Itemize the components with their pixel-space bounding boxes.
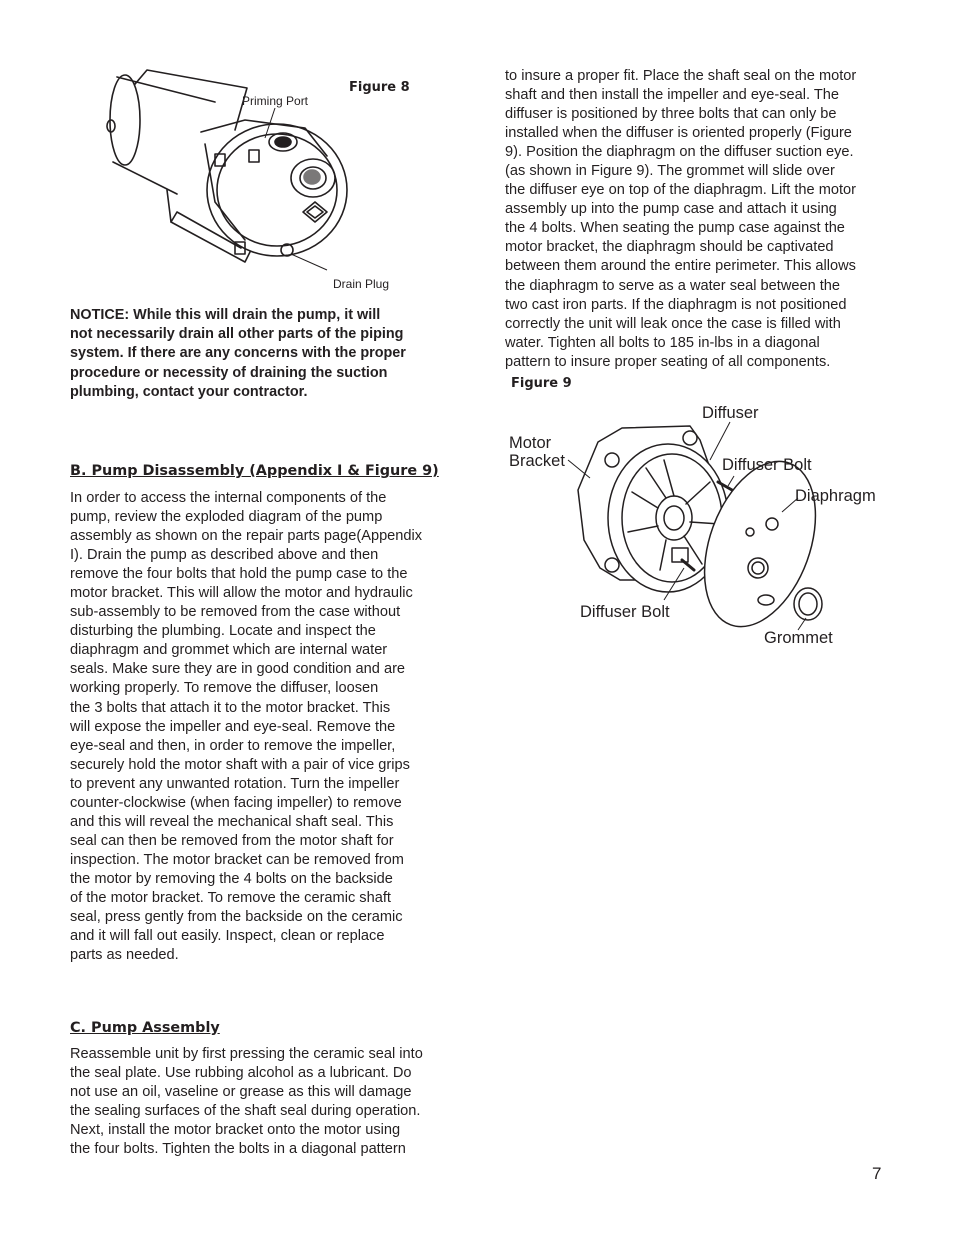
page-number: 7 — [872, 1164, 882, 1183]
section-b-heading: B. Pump Disassembly (Appendix I & Figure 9) — [70, 463, 439, 479]
figure-8-title: Figure 8 — [349, 80, 410, 95]
drain-plug-label: Drain Plug — [333, 277, 390, 291]
section-b-body: In order to access the internal components of the pump, review the exploded diagram of the pump assembly as shown on the repair parts page(Appendix I). Drain the pump as described above and then remove the four bolts that hold the pump case to the motor bracket. This will allow the motor and hydraulic sub-assembly to be removed from the case without disturbing the plumbing. Locate and inspect the diaphragm and grommet which are internal water seals. Make sure they are in good condition and are working properly. To remove the diffuser, loosen the 3 bolts that attach it to the motor bracket. This will expose the impeller and eye-seal. Remove the eye-seal and then, in order to remove the impeller, securely hold the motor shaft with a pair of vice grips to prevent any unwanted rotation. Turn the impeller counter-clockwise (when facing impeller) to remove and this will reveal the mechanical shaft seal. This seal can then be removed from the motor shaft for inspection. The motor bracket can be removed from the motor by removing the 4 bolts on the backside of the motor bracket. To remove the ceramic shaft seal, press gently from the backside on the ceramic and it will fall out easily. Inspect, clean or replace parts as needed. — [70, 490, 423, 964]
figure-8-pump-illustration — [95, 62, 365, 282]
right-column-text: to insure a proper fit. Place the shaft seal on the motor shaft and then install the impeller and eye-seal. The diffuser is positioned by three bolts that can only be installed when the diffuser is oriented properly (Figure 9). Position the diaphragm on the diffuser suction eye. (as shown in Figure 9). The grommet will slide over the diffuser eye on top of the diaphragm. Lift the motor assembly up into the pump case and attach it using the 4 bolts. When seating the pump case against the motor bracket, the diaphragm should be captivated between them around the entire perimeter. This allows the diaphragm to serve as a water seal between the two cast iron parts. If the diaphragm is not positioned correctly the unit will leak once the case is filled with water. Tighten all bolts to 185 in-lbs in a diagonal pattern to insure proper seating of all components. — [505, 68, 857, 370]
grommet-label: Grommet — [764, 629, 833, 647]
diffuser-bolt-top-label: Diffuser Bolt — [722, 456, 812, 474]
priming-port-label: Priming Port — [242, 94, 309, 108]
section-c-body: Reassemble unit by first pressing the ceramic seal into the seal plate. Use rubbing alcohol as a lubricant. Do not use an oil, vaseline or grease as this will damage the sealing surfaces of the shaft seal during operation. Next, install the motor bracket onto the motor using the four bolts. Tighten the bolts in a diagonal pattern — [70, 1046, 423, 1158]
diffuser-bolt-bottom-label: Diffuser Bolt — [580, 603, 670, 621]
figure-9-title: Figure 9 — [511, 376, 572, 391]
drain-notice: NOTICE: While this will drain the pump, it will not necessarily drain all other parts of the piping system. If there are any concerns with the proper procedure or necessity of draining the suction plumbing, contact your contractor. — [70, 307, 406, 400]
diffuser-label: Diffuser — [702, 404, 759, 422]
motor-bracket-label: Motor Bracket — [509, 434, 565, 470]
diaphragm-label: Diaphragm — [795, 487, 876, 505]
section-c-heading: C. Pump Assembly — [70, 1020, 220, 1036]
